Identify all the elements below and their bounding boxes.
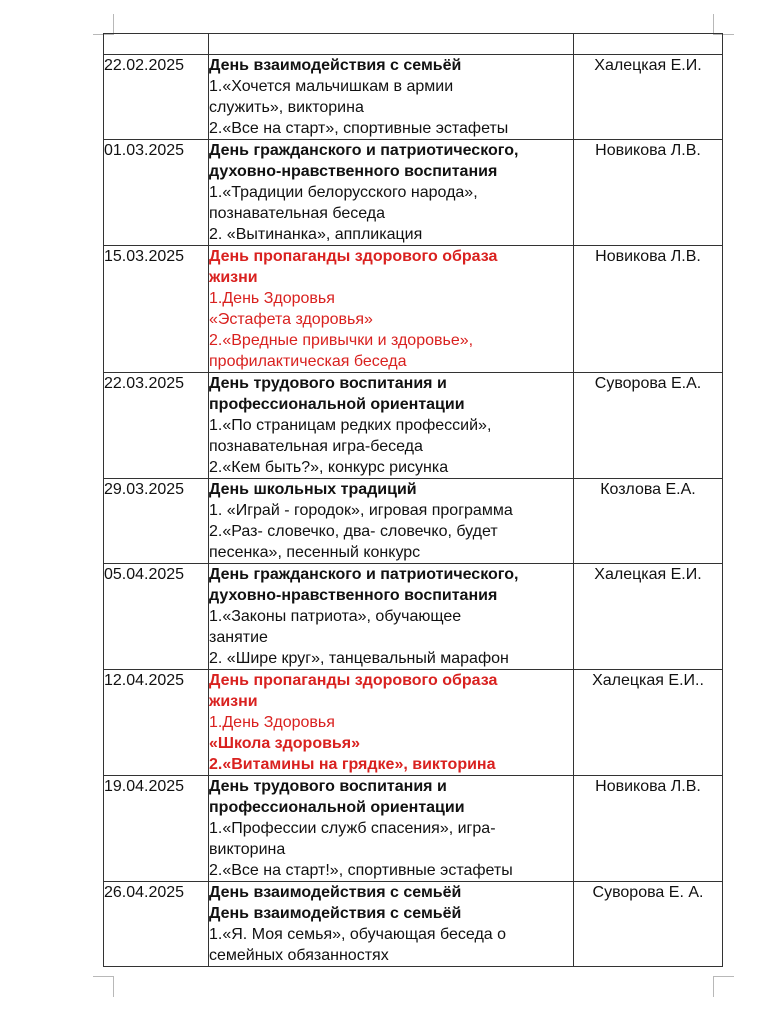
- event-line: песенка», песенный конкурс: [209, 544, 421, 561]
- responsible-cell: Халецкая Е.И..: [574, 670, 723, 776]
- page-corner-mark-bottom-right: [713, 976, 734, 997]
- event-line: 2.«Вредные привычки и здоровье»,: [209, 332, 474, 349]
- responsible-cell: Халецкая Е.И.: [574, 564, 723, 670]
- event-line: духовно-нравственного воспитания: [209, 587, 498, 604]
- event-line: 1.«Я. Моя семья», обучающая беседа о: [209, 926, 507, 943]
- event-line: День взаимодействия с семьёй: [209, 905, 462, 922]
- event-line: 1.«Профессии служб спасения», игра-: [209, 820, 496, 837]
- date-cell: 15.03.2025: [104, 246, 209, 373]
- event-cell: [209, 670, 574, 776]
- event-cell: [209, 564, 574, 670]
- table-row: [104, 55, 723, 140]
- event-title: День школьных традиций: [209, 481, 417, 498]
- event-line: жизни: [209, 693, 258, 710]
- event-title: День взаимодействия с семьёй: [209, 57, 462, 74]
- event-line: 2.«Все на старт!», спортивные эстафеты: [209, 862, 513, 879]
- event-line: семейных обязанностях: [209, 947, 389, 964]
- page-corner-mark-top-right: [713, 14, 734, 35]
- event-line: 1.День Здоровья: [209, 290, 335, 307]
- responsible-cell: Новикова Л.В.: [574, 140, 723, 246]
- table-row: [104, 564, 723, 670]
- date-cell: 22.02.2025: [104, 55, 209, 140]
- event-line: 2. «Шире круг», танцевальный марафон: [209, 650, 509, 667]
- event-line: 2.«Кем быть?», конкурс рисунка: [209, 459, 449, 476]
- event-line: «Эстафета здоровья»: [209, 311, 373, 328]
- date-cell: 05.04.2025: [104, 564, 209, 670]
- event-line: 1.«Традиции белорусского народа»,: [209, 184, 478, 201]
- event-line: 2.«Витамины на грядке», викторина: [209, 756, 496, 773]
- event-cell: [209, 246, 574, 373]
- table-row: [104, 479, 723, 564]
- event-cell: [209, 776, 574, 882]
- responsible-cell: Суворова Е. А.: [574, 882, 723, 967]
- event-line: 2.«Все на старт», спортивные эстафеты: [209, 120, 509, 137]
- table-row: [104, 373, 723, 479]
- event-title: День пропаганды здорового образа: [209, 248, 498, 265]
- header-cell-responsible: [574, 34, 723, 55]
- event-line: «Школа здоровья»: [209, 735, 360, 752]
- event-line: 1.«Хочется мальчишкам в армии: [209, 78, 454, 95]
- table-row: [104, 882, 723, 967]
- schedule-table: [103, 33, 723, 967]
- event-line: жизни: [209, 269, 258, 286]
- event-line: профилактическая беседа: [209, 353, 407, 370]
- date-cell: 22.03.2025: [104, 373, 209, 479]
- header-cell-date: [104, 34, 209, 55]
- event-line: познавательная беседа: [209, 205, 386, 222]
- event-line: духовно-нравственного воспитания: [209, 163, 498, 180]
- event-line: 1.День Здоровья: [209, 714, 335, 731]
- event-line: 2. «Вытинанка», аппликация: [209, 226, 423, 243]
- event-title: День трудового воспитания и: [209, 375, 447, 392]
- table-header-row: [104, 34, 723, 55]
- event-cell: [209, 479, 574, 564]
- event-title: День гражданского и патриотического,: [209, 566, 519, 583]
- page-corner-mark-top-left: [93, 14, 114, 35]
- date-cell: 29.03.2025: [104, 479, 209, 564]
- table-row: [104, 140, 723, 246]
- header-cell-event: [209, 34, 574, 55]
- event-line: 1.«Законы патриота», обучающее: [209, 608, 462, 625]
- page-corner-mark-bottom-left: [93, 976, 114, 997]
- event-title: День гражданского и патриотического,: [209, 142, 519, 159]
- event-cell: [209, 55, 574, 140]
- date-cell: 01.03.2025: [104, 140, 209, 246]
- event-line: профессиональной ориентации: [209, 799, 465, 816]
- date-cell: 12.04.2025: [104, 670, 209, 776]
- event-cell: [209, 882, 574, 967]
- responsible-cell: Суворова Е.А.: [574, 373, 723, 479]
- date-cell: 26.04.2025: [104, 882, 209, 967]
- event-cell: [209, 373, 574, 479]
- responsible-cell: Новикова Л.В.: [574, 246, 723, 373]
- table-row: [104, 776, 723, 882]
- event-line: викторина: [209, 841, 286, 858]
- responsible-cell: Халецкая Е.И.: [574, 55, 723, 140]
- responsible-cell: Козлова Е.А.: [574, 479, 723, 564]
- event-line: 2.«Раз- словечко, два- словечко, будет: [209, 523, 498, 540]
- event-line: 1. «Играй - городок», игровая программа: [209, 502, 513, 519]
- schedule-table-body: [104, 34, 723, 967]
- event-title: День пропаганды здорового образа: [209, 672, 498, 689]
- table-row: [104, 246, 723, 373]
- event-line: служить», викторина: [209, 99, 364, 116]
- table-row: [104, 670, 723, 776]
- event-title: День трудового воспитания и: [209, 778, 447, 795]
- event-line: занятие: [209, 629, 268, 646]
- event-cell: [209, 140, 574, 246]
- responsible-cell: Новикова Л.В.: [574, 776, 723, 882]
- event-title: День взаимодействия с семьёй: [209, 884, 462, 901]
- date-cell: 19.04.2025: [104, 776, 209, 882]
- event-line: познавательная игра-беседа: [209, 438, 423, 455]
- event-line: профессиональной ориентации: [209, 396, 465, 413]
- event-line: 1.«По страницам редких профессий»,: [209, 417, 492, 434]
